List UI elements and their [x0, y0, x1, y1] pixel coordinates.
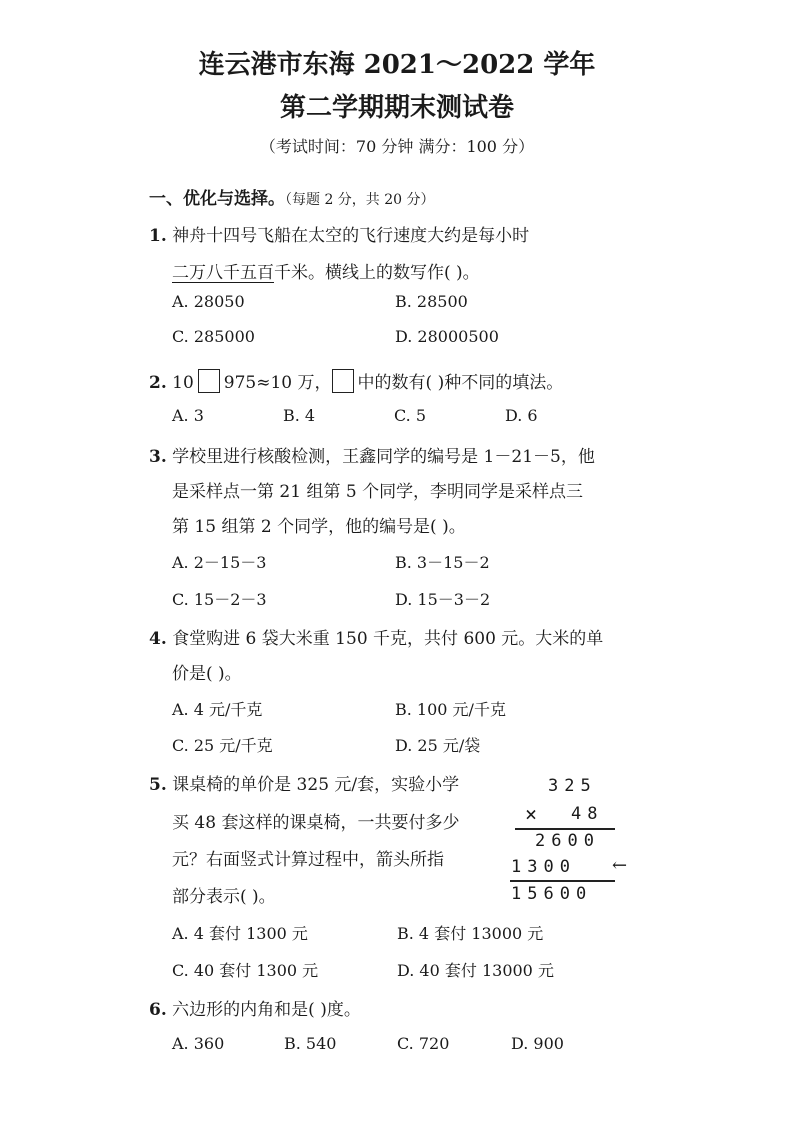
option-d: D. 40 套付 13000 元 [397, 961, 554, 980]
calc-rule [510, 880, 615, 882]
question-4-line2: 价是( )。 [172, 664, 242, 684]
question-4-line1 [149, 624, 603, 649]
option-c: C. 40 套付 1300 元 [172, 961, 319, 980]
option-d: D. 28000500 [395, 327, 499, 346]
question-text-part: 中的数有( )种不同的填法。 [357, 373, 564, 393]
question-number: 5. [149, 775, 167, 795]
option-d: D. 6 [505, 406, 538, 425]
blank-box-reference [332, 369, 354, 393]
question-text-part: 10 [172, 373, 194, 393]
exam-info: （考试时间：70 分钟 满分：100 分） [259, 137, 535, 156]
option-d: D. 15－3－2 [395, 590, 491, 609]
calc-partial-product-1: 2600 [535, 831, 600, 851]
option-d: D. 25 元/袋 [395, 736, 481, 755]
underlined-number-words: 二万八千五百 [172, 263, 274, 283]
calc-rule [515, 828, 615, 830]
question-2-line1 [149, 368, 563, 393]
option-c: C. 720 [397, 1034, 450, 1053]
option-b: B. 4 套付 13000 元 [397, 924, 544, 943]
option-b: B. 100 元/千克 [395, 700, 506, 719]
question-number: 3. [149, 447, 167, 467]
option-c: C. 5 [394, 406, 427, 425]
option-c: C. 25 元/千克 [172, 736, 273, 755]
question-text: 千米。横线上的数写作( )。 [274, 263, 480, 283]
exam-title-line1: 连云港市东海 2021～2022 学年 [198, 50, 596, 80]
question-3-line3: 第 15 组第 2 个同学，他的编号是( )。 [172, 517, 466, 537]
question-number: 2. [149, 373, 167, 393]
question-6-line1 [149, 995, 361, 1020]
option-b: B. 4 [283, 406, 316, 425]
section-points: （每题 2 分，共 20 分） [285, 192, 435, 208]
exam-title-line2: 第二学期期末测试卷 [279, 93, 514, 123]
calc-multiplicand: 325 [548, 776, 597, 796]
question-text: 学校里进行核酸检测，王鑫同学的编号是 1－21－5，他 [172, 447, 595, 467]
calc-product: 15600 [511, 884, 593, 904]
option-a: A. 2－15－3 [172, 553, 267, 572]
option-d: D. 900 [511, 1034, 564, 1053]
section-heading [149, 184, 435, 209]
question-text: 课桌椅的单价是 325 元/套，实验小学 [172, 775, 460, 795]
option-c: C. 15－2－3 [172, 590, 267, 609]
blank-box [198, 369, 220, 393]
question-5-line4: 部分表示( )。 [172, 887, 276, 907]
option-a: A. 4 元/千克 [172, 700, 263, 719]
question-1-line2 [172, 258, 480, 283]
question-3-line2: 是采样点一第 21 组第 5 个同学，李明同学是采样点三 [172, 482, 584, 502]
question-text: 食堂购进 6 袋大米重 150 千克，共付 600 元。大米的单 [172, 629, 604, 649]
option-a: A. 4 套付 1300 元 [172, 924, 308, 943]
option-a: A. 28050 [172, 292, 245, 311]
calc-partial-product-2: 1300 [511, 857, 576, 877]
option-a: A. 3 [172, 406, 204, 425]
question-1-line1 [149, 221, 529, 246]
question-number: 6. [149, 1000, 167, 1020]
calc-multiply-sign: × [525, 802, 544, 826]
section-title: 一、优化与选择。 [149, 189, 285, 209]
question-number: 1. [149, 226, 167, 246]
question-text-part: 975≈10 万， [223, 373, 332, 393]
arrow-icon: ← [612, 855, 628, 876]
question-5-line3: 元？右面竖式计算过程中，箭头所指 [172, 850, 444, 870]
option-c: C. 285000 [172, 327, 255, 346]
question-5-line1 [149, 770, 459, 795]
question-5-line2: 买 48 套这样的课桌椅，一共要付多少 [172, 813, 460, 833]
calc-multiplier: 48 [571, 804, 604, 824]
option-a: A. 360 [172, 1034, 225, 1053]
option-b: B. 3－15－2 [395, 553, 490, 572]
question-number: 4. [149, 629, 167, 649]
option-b: B. 540 [284, 1034, 337, 1053]
question-3-line1 [149, 442, 595, 467]
question-text: 神舟十四号飞船在太空的飞行速度大约是每小时 [172, 226, 530, 246]
option-b: B. 28500 [395, 292, 468, 311]
question-text: 六边形的内角和是( )度。 [172, 1000, 361, 1020]
